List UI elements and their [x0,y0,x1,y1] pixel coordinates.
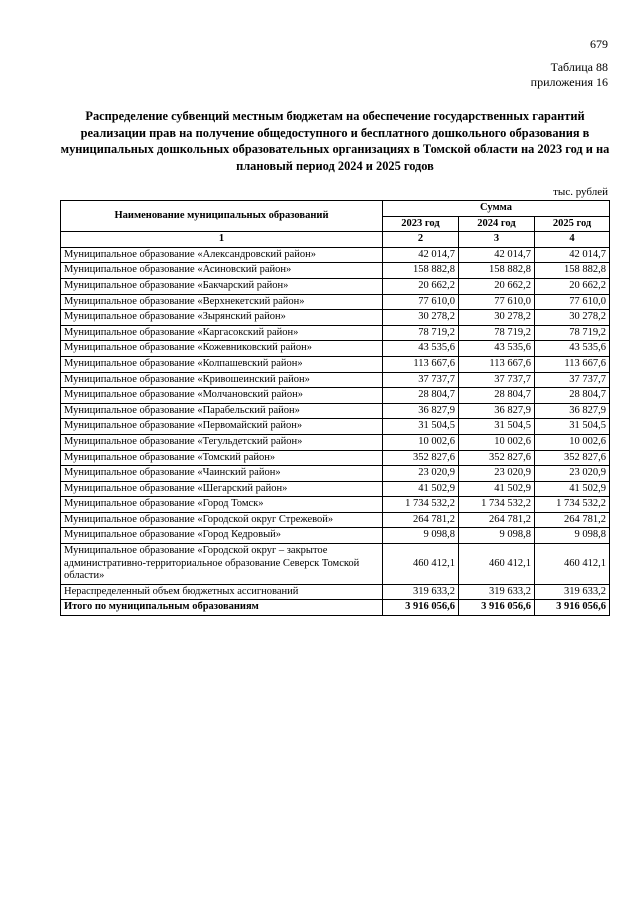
row-name: Муниципальное образование «Колпашевский район» [61,356,383,372]
table-row [61,512,610,528]
row-name: Муниципальное образование «Город Кедровый» [61,528,383,544]
table-row [61,434,610,450]
row-value-2024: 23 020,9 [459,466,535,482]
table-row [61,263,610,279]
row-value-2025: 319 633,2 [535,584,610,600]
header-name: Наименование муниципальных образований [61,201,383,232]
row-value-2023: 78 719,2 [383,325,459,341]
row-value-2025: 77 610,0 [535,294,610,310]
row-value-2024: 28 804,7 [459,388,535,404]
row-value-2025: 1 734 532,2 [535,497,610,513]
row-value-2023: 460 412,1 [383,544,459,585]
row-value-2024: 460 412,1 [459,544,535,585]
row-value-2024: 41 502,9 [459,481,535,497]
row-value-2024: 42 014,7 [459,247,535,263]
row-value-2023: 36 827,9 [383,403,459,419]
row-value-2024: 30 278,2 [459,310,535,326]
table-row [61,325,610,341]
row-name: Муниципальное образование «Тегульдетский район» [61,434,383,450]
row-name: Муниципальное образование «Городской округ – закрытое административно-территориальное образование Северск Томской области» [61,544,383,585]
table-caption [531,60,608,90]
row-value-2023: 23 020,9 [383,466,459,482]
table-row [61,544,610,585]
table-row [61,310,610,326]
row-name: Муниципальное образование «Бакчарский район» [61,278,383,294]
row-name: Муниципальное образование «Томский район» [61,450,383,466]
row-value-2023: 113 667,6 [383,356,459,372]
row-name: Муниципальное образование «Молчановский район» [61,388,383,404]
column-number-1: 1 [61,232,383,248]
table-row [61,356,610,372]
row-value-2023: 20 662,2 [383,278,459,294]
row-value-2025: 42 014,7 [535,247,610,263]
row-name: Муниципальное образование «Шегарский район» [61,481,383,497]
row-name: Муниципальное образование «Александровский район» [61,247,383,263]
row-value-2025: 23 020,9 [535,466,610,482]
table-row [61,481,610,497]
row-value-2024: 352 827,6 [459,450,535,466]
column-number-4: 4 [535,232,610,248]
row-value-2023: 158 882,8 [383,263,459,279]
row-name: Муниципальное образование «Кожевниковский район» [61,341,383,357]
row-value-2023: 41 502,9 [383,481,459,497]
row-value-2024: 1 734 532,2 [459,497,535,513]
column-number-2: 2 [383,232,459,248]
row-value-2025: 20 662,2 [535,278,610,294]
row-value-2024: 113 667,6 [459,356,535,372]
row-value-2024: 264 781,2 [459,512,535,528]
row-name: Муниципальное образование «Город Томск» [61,497,383,513]
row-value-2024: 9 098,8 [459,528,535,544]
row-value-2024: 78 719,2 [459,325,535,341]
row-value-2025: 36 827,9 [535,403,610,419]
row-value-2023: 42 014,7 [383,247,459,263]
row-value-2024: 36 827,9 [459,403,535,419]
row-name: Муниципальное образование «Асиновский район» [61,263,383,279]
table-row [61,419,610,435]
header-year-2023: 2023 год [383,216,459,232]
row-value-2025: 43 535,6 [535,341,610,357]
header-year-2025: 2025 год [535,216,610,232]
row-value-2023: 10 002,6 [383,434,459,450]
document-title: Распределение субвенций местным бюджетам на обеспечение государственных гарантий реализации прав на получение общедоступного и бесплатного дошкольного образования в муниципальных дошкольных образовательных организациях в Томской области на 2023 год и на плановый период 2024 и 2025 годов [60,109,610,173]
row-value-2025: 78 719,2 [535,325,610,341]
row-value-2025: 28 804,7 [535,388,610,404]
table-row [61,372,610,388]
row-value-2025: 113 667,6 [535,356,610,372]
row-value-2024: 3 916 056,6 [459,600,535,616]
row-name: Муниципальное образование «Парабельский район» [61,403,383,419]
table-row [61,247,610,263]
table-row [61,528,610,544]
row-value-2024: 319 633,2 [459,584,535,600]
row-value-2025: 37 737,7 [535,372,610,388]
row-name: Итого по муниципальным образованиям [61,600,383,616]
row-value-2023: 43 535,6 [383,341,459,357]
row-name: Муниципальное образование «Каргасокский район» [61,325,383,341]
row-value-2024: 77 610,0 [459,294,535,310]
subvention-table [60,200,610,616]
total-row [61,600,610,616]
row-name: Муниципальное образование «Чаинский район» [61,466,383,482]
table-row [61,403,610,419]
row-value-2025: 264 781,2 [535,512,610,528]
row-value-2025: 30 278,2 [535,310,610,326]
page-number: 679 [590,37,608,51]
row-value-2023: 319 633,2 [383,584,459,600]
table-row [61,450,610,466]
table-row [61,497,610,513]
row-value-2023: 1 734 532,2 [383,497,459,513]
row-value-2025: 10 002,6 [535,434,610,450]
row-value-2023: 3 916 056,6 [383,600,459,616]
row-name: Муниципальное образование «Кривошеинский район» [61,372,383,388]
table-row [61,388,610,404]
table-row [61,466,610,482]
column-numbering-row [61,232,610,248]
table-caption-line2: приложения 16 [530,75,608,89]
row-value-2023: 37 737,7 [383,372,459,388]
row-value-2025: 9 098,8 [535,528,610,544]
row-value-2023: 31 504,5 [383,419,459,435]
header-sum: Сумма [383,201,610,217]
row-value-2025: 3 916 056,6 [535,600,610,616]
row-name: Муниципальное образование «Зырянский район» [61,310,383,326]
table-row [61,278,610,294]
row-value-2025: 31 504,5 [535,419,610,435]
row-value-2024: 158 882,8 [459,263,535,279]
column-number-3: 3 [459,232,535,248]
row-value-2025: 158 882,8 [535,263,610,279]
row-value-2023: 352 827,6 [383,450,459,466]
row-value-2025: 41 502,9 [535,481,610,497]
table-row [61,294,610,310]
units-label: тыс. рублей [553,186,608,198]
row-value-2024: 37 737,7 [459,372,535,388]
row-value-2023: 77 610,0 [383,294,459,310]
row-name: Муниципальное образование «Городской округ Стрежевой» [61,512,383,528]
row-value-2025: 460 412,1 [535,544,610,585]
row-value-2023: 28 804,7 [383,388,459,404]
row-value-2023: 30 278,2 [383,310,459,326]
row-value-2023: 264 781,2 [383,512,459,528]
row-value-2024: 43 535,6 [459,341,535,357]
table-caption-line1: Таблица 88 [550,60,608,74]
row-name: Муниципальное образование «Верхнекетский район» [61,294,383,310]
table-row [61,584,610,600]
row-value-2025: 352 827,6 [535,450,610,466]
header-year-2024: 2024 год [459,216,535,232]
row-name: Нераспределенный объем бюджетных ассигнований [61,584,383,600]
table-row [61,341,610,357]
row-value-2024: 20 662,2 [459,278,535,294]
row-value-2023: 9 098,8 [383,528,459,544]
row-value-2024: 10 002,6 [459,434,535,450]
header-row [61,201,610,217]
row-value-2024: 31 504,5 [459,419,535,435]
row-name: Муниципальное образование «Первомайский район» [61,419,383,435]
